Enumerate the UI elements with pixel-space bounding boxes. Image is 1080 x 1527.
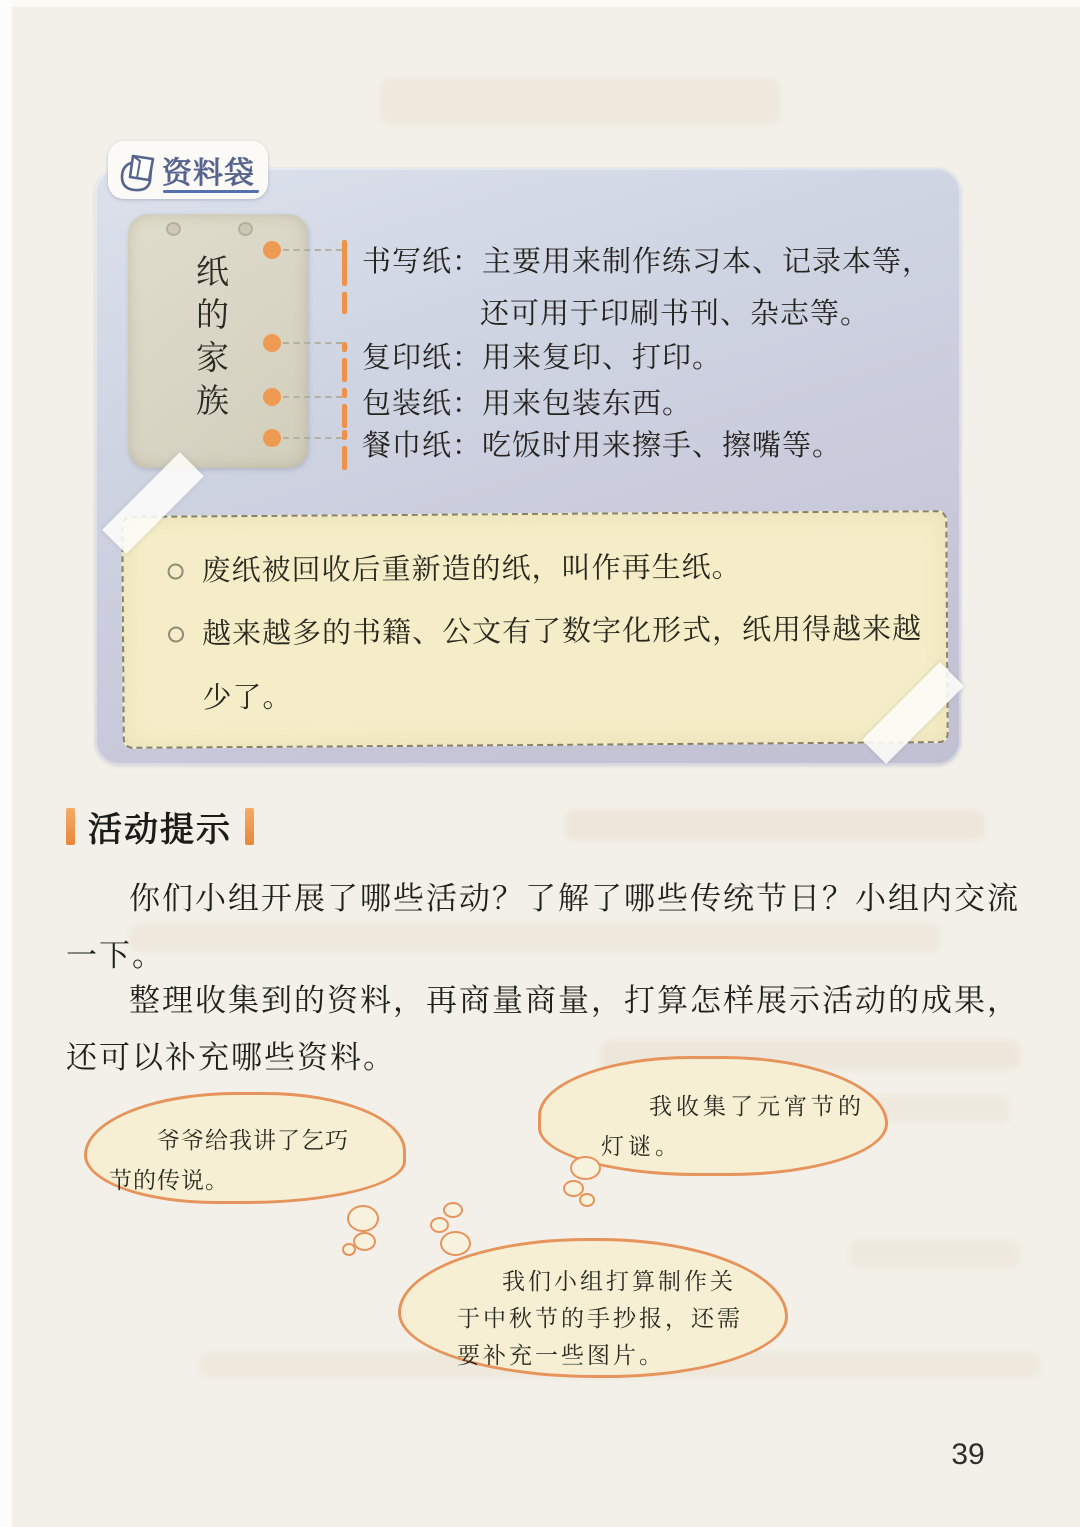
bullet-dot xyxy=(263,241,281,259)
bleed-through xyxy=(850,1240,1020,1268)
bubble-line: 于中秋节的手抄报，还需 xyxy=(457,1306,743,1331)
note-bullet xyxy=(167,536,741,604)
paper-term: 复印纸： xyxy=(362,342,483,374)
dashed-connector xyxy=(283,342,342,344)
bullet-dot xyxy=(263,429,281,447)
scan-edge-left xyxy=(0,0,12,1527)
thought-trail-circle xyxy=(347,1205,379,1232)
activity-header xyxy=(66,802,254,851)
header-underline xyxy=(163,190,259,193)
paper-term: 包装纸： xyxy=(362,388,483,420)
page-number: 39 xyxy=(951,1438,985,1471)
dashed-connector xyxy=(283,249,342,251)
orange-bar xyxy=(342,342,347,382)
thought-trail-circle xyxy=(570,1156,601,1180)
paper-type-item-wrapping xyxy=(342,384,692,428)
thought-bubble-qiqiao xyxy=(84,1092,406,1204)
bubble-line: 要补充一些图片。 xyxy=(457,1343,665,1368)
paragraph-line: 还可以补充哪些资料。 xyxy=(66,1040,396,1075)
paper-family-card xyxy=(128,214,308,468)
bubble-line: 我们小组打算制作关 xyxy=(502,1269,736,1294)
activity-paragraph xyxy=(66,972,1020,1086)
dashed-connector xyxy=(283,437,342,439)
paper-term: 书写纸： xyxy=(362,246,483,278)
card-hole xyxy=(166,222,181,236)
bubble-line: 灯谜。 xyxy=(601,1134,682,1159)
thought-trail-circle xyxy=(353,1232,376,1251)
bag-icon xyxy=(116,147,158,193)
note-text: 越来越多的书籍、公文有了数字化形式，纸用得越来越 xyxy=(201,613,923,651)
paper-type-item-writing xyxy=(342,236,932,340)
paper-desc: 吃饭时用来擦手、擦嘴等。 xyxy=(482,430,843,462)
bubble-line: 爷爷给我讲了乞巧 xyxy=(157,1128,349,1153)
paper-desc: 还可用于印刷书刊、杂志等。 xyxy=(480,298,871,330)
activity-title: 活动提示 xyxy=(88,811,232,849)
activity-paragraph xyxy=(66,870,1020,984)
note-text: 废纸被回收后重新造的纸，叫作再生纸。 xyxy=(201,551,742,588)
orange-bar xyxy=(342,430,347,470)
bubble-line: 节的传说。 xyxy=(109,1168,229,1193)
bullet-dot xyxy=(263,388,281,406)
note-bullet xyxy=(168,597,923,730)
thought-trail-circle xyxy=(579,1193,595,1207)
card-hole xyxy=(238,222,253,236)
paper-type-item-napkin xyxy=(342,426,842,470)
paragraph-line: 整理收集到的资料，再商量商量，打算怎样展示活动的成果， xyxy=(129,983,1020,1018)
circle-bullet-icon xyxy=(168,563,184,579)
paper-desc: 用来包装东西。 xyxy=(482,388,693,420)
orange-bar xyxy=(342,240,347,340)
bleed-through xyxy=(380,78,780,124)
bubble-line: 我收集了元宵节的 xyxy=(649,1094,865,1119)
orange-bar xyxy=(342,388,347,428)
circle-bullet-icon xyxy=(168,626,184,642)
note-text: 少了。 xyxy=(202,681,293,715)
thought-bubble-zhongqiu xyxy=(398,1238,788,1378)
dashed-connector xyxy=(283,396,342,398)
card-vertical-title: 纸的家族 xyxy=(191,254,227,426)
bleed-through xyxy=(565,810,985,840)
paragraph-line: 一下。 xyxy=(66,938,165,973)
orange-bar xyxy=(66,808,75,845)
orange-bar xyxy=(245,808,254,845)
thought-trail-circle xyxy=(342,1243,356,1256)
paragraph-line: 你们小组开展了哪些活动？了解了哪些传统节日？小组内交流 xyxy=(129,881,1020,916)
paper-desc: 主要用来制作练习本、记录本等， xyxy=(482,246,933,278)
bullet-dot xyxy=(263,334,281,352)
thought-trail-circle xyxy=(440,1231,471,1256)
paper-desc: 用来复印、打印。 xyxy=(482,342,723,374)
scan-edge-top xyxy=(0,0,1080,7)
resource-bag-title: 资料袋 xyxy=(162,157,255,190)
paper-term: 餐巾纸： xyxy=(362,430,483,462)
thought-trail-circle xyxy=(443,1202,463,1218)
paper-type-item-copy xyxy=(342,338,722,382)
thought-trail-circle xyxy=(430,1217,449,1233)
note-box xyxy=(121,510,949,749)
